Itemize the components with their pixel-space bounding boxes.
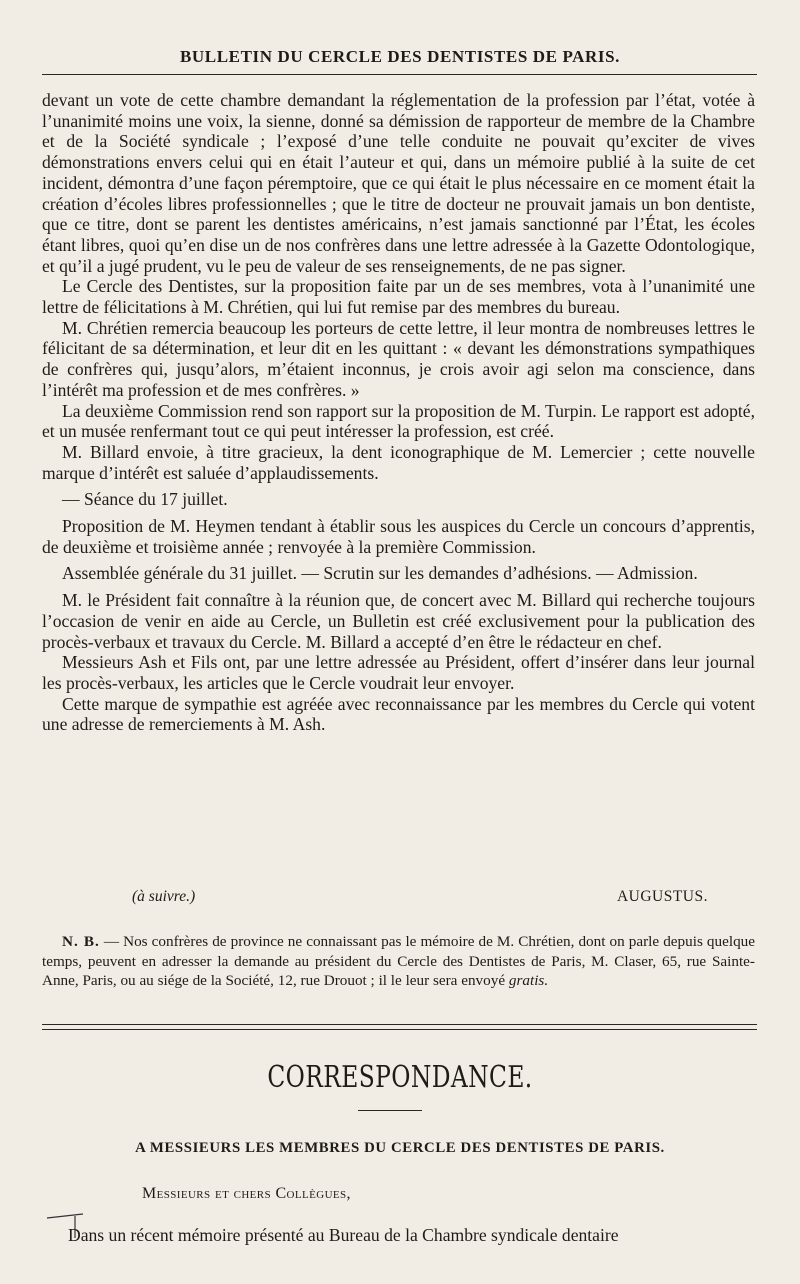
paragraph-11: Cette marque de sympathie est agréée avec reconnaissance par les membres du Cercle qui votent une adresse de remerciements à M. Ash. — [42, 693, 755, 735]
nb-emphasis: gratis. — [508, 972, 549, 989]
to-be-continued: (à suivre.) — [132, 888, 196, 905]
section-title: CORRESPONDANCE. — [267, 1060, 533, 1095]
article-body — [42, 90, 755, 735]
paragraph-1: devant un vote de cette chambre demandant la réglementation de la profession par l’état, votée à l’unanimité moins une voix, la sienne, donné sa démission de rapporteur de membre de la Chambre et de la Société syndicale ; l’exposé d’une telle conduite ne pouvait qu’exciter de vives démonstrations envers celui qui en était l’auteur et qui, dans un mémoire publié à la suite de cet incident, démontra d’une façon péremptoire, que ce qui était le plus nécessaire en ce moment était la création d’écoles libres professionnelles ; que le titre de docteur ne prouvait jamais un bon dentiste, que ce titre, dont se parent les dentistes américains, n’est jamais sanctionné par l’État, les écoles étant libres, quoi qu’en dise un de nos confrères dans une lettre adressée à la Gazette Odontologique, et qu’il a jugé prudent, vu le peu de valeur de ses renseignements, de ne pas signer. — [42, 90, 755, 276]
paragraph-3: M. Chrétien remercia beaucoup les porteurs de cette lettre, il leur montra de nombreuses lettres le félicitant de sa détermination, et leur dit en les quittant : « devant les démonstrations sympathiques de confrères qui, jusqu’alors, m’étaient inconnus, je crois avoir agi selon ma conscience, dans l’intérêt ma profession et de mes confrères. » — [42, 317, 755, 400]
nota-bene — [42, 932, 755, 991]
salutation: Messieurs et chers Collègues, — [142, 1185, 351, 1202]
paragraph-2: Le Cercle des Dentistes, sur la proposition faite par un de ses membres, vota à l’unanimité une lettre de félicitations à M. Chrétien, qui lui fut remise par des membres du bureau. — [42, 276, 755, 318]
paragraph-5: M. Billard envoie, à titre gracieux, la dent iconographique de M. Lemercier ; cette nouvelle marque d’intérêt est saluée d’applaudissements. — [42, 441, 755, 483]
section-divider-bottom — [42, 1029, 757, 1030]
section-divider-top — [42, 1024, 757, 1025]
paragraph-4: La deuxième Commission rend son rapport sur la proposition de M. Turpin. Le rapport est adopté, et un musée renfermant tout ce qui peut intéresser la profession, est créé. — [42, 400, 755, 442]
nb-text: — Nos confrères de province ne connaissant pas le mémoire de M. Chrétien, dont on parle depuis quelque temps, peuvent en adresser la demande au président du Cercle des Dentistes de Paris, M. Claser, 65, rue Sainte-Anne, Paris, ou au siége de la Société, 12, rue Drouot ; il le leur sera envoyé — [42, 933, 756, 989]
header-rule — [42, 74, 757, 75]
session-heading: — Séance du 17 juillet. — [62, 489, 228, 510]
author-signature: AUGUSTUS. — [616, 888, 708, 905]
letter-first-line: Dans un récent mémoire présenté au Bureau de la Chambre syndicale dentaire — [68, 1225, 619, 1245]
paragraph-10: Messieurs Ash et Fils ont, par une lettre adressée au Président, offert d’insérer dans leur journal les procès-verbaux, les articles que le Cercle voudrait leur envoyer. — [42, 652, 755, 693]
running-header: BULLETIN DU CERCLE DES DENTISTES DE PARIS. — [179, 47, 621, 66]
paragraph-9: M. le Président fait connaître à la réunion que, de concert avec M. Billard qui recherche toujours l’occasion de venir en aide au Cercle, un Bulletin est créé exclusivement pour la publication des procès-verbaux et travaux du Cercle. M. Billard a accepté d’en être le rédacteur en chef. — [42, 590, 755, 652]
letter-address: A MESSIEURS LES MEMBRES DU CERCLE DES DENTISTES DE PARIS. — [135, 1140, 665, 1156]
nb-label: N. B. — [62, 933, 100, 950]
title-rule — [358, 1110, 422, 1111]
paragraph-7: Proposition de M. Heymen tendant à établir sous les auspices du Cercle un concours d’apprentis, de deuxième et troisième année ; renvoyée à la première Commission. — [42, 516, 755, 557]
paragraph-8: Assemblée générale du 31 juillet. — Scrutin sur les demandes d’adhésions. — Admission. — [62, 563, 698, 584]
